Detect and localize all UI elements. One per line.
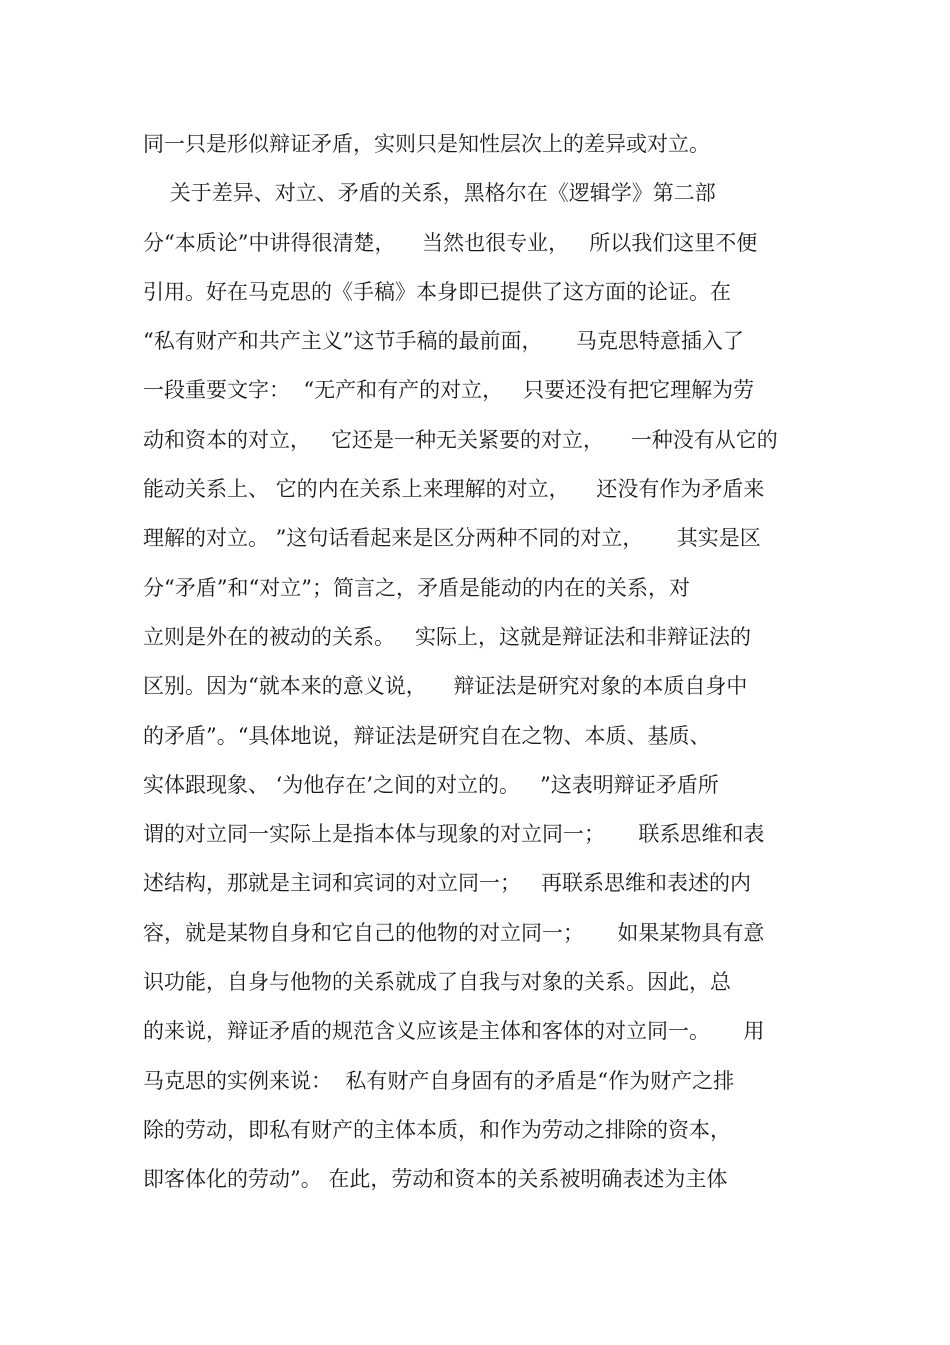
text-line: 即客体化的劳动”。 在此，劳动和资本的关系被明确表述为主体 — [143, 1167, 728, 1192]
text-line: 立则是外在的被动的关系。 实际上，这就是辩证法和非辩证法的 — [143, 624, 752, 649]
text-line: 能动关系上、 它的内在关系上来理解的对立， 还没有作为矛盾来 — [143, 477, 765, 502]
text-line: 实体跟现象、 ‘为他存在’之间的对立的。 ”这表明辩证矛盾所 — [143, 772, 719, 797]
text-line: “私有财产和共产主义”这节手稿的最前面， 马克思特意插入了 — [143, 329, 744, 354]
text-line: 的来说，辩证矛盾的规范含义应该是主体和客体的对立同一。 用 — [143, 1019, 765, 1044]
text-line: 容，就是某物自身和它自己的他物的对立同一； 如果某物具有意 — [143, 920, 765, 945]
text-line: 分“本质论”中讲得很清楚， 当然也很专业， 所以我们这里不便 — [143, 230, 758, 255]
text-line: 分“矛盾”和“对立”；简言之，矛盾是能动的内在的关系，对 — [143, 575, 690, 600]
text-line: 动和资本的对立， 它还是一种无关紧要的对立， 一种没有从它的 — [143, 427, 778, 452]
body-text — [143, 120, 823, 1205]
text-line: 一段重要文字： “无产和有产的对立， 只要还没有把它理解为劳 — [143, 378, 755, 403]
text-line: 识功能，自身与他物的关系就成了自我与对象的关系。因此，总 — [143, 970, 731, 995]
text-line: 述结构，那就是主词和宾词的对立同一； 再联系思维和表述的内 — [143, 871, 752, 896]
text-line: 理解的对立。 ”这句话看起来是区分两种不同的对立， 其实是区 — [143, 526, 761, 551]
text-line: 除的劳动，即私有财产的主体本质，和作为劳动之排除的资本， — [143, 1117, 731, 1142]
text-line: 关于差异、对立、矛盾的关系，黑格尔在《逻辑学》第二部 — [143, 181, 716, 206]
text-line: 区别。因为“就本来的意义说， 辩证法是研究对象的本质自身中 — [143, 674, 748, 699]
text-line: 的矛盾”。“具体地说，辩证法是研究自在之物、本质、基质、 — [143, 723, 711, 748]
text-line: 谓的对立同一实际上是指本体与现象的对立同一； 联系思维和表 — [143, 822, 765, 847]
text-line: 马克思的实例来说： 私有财产自身固有的矛盾是“作为财产之排 — [143, 1068, 735, 1093]
text-line: 引用。好在马克思的《手稿》本身即已提供了这方面的论证。在 — [143, 279, 731, 304]
text-line: 同一只是形似辩证矛盾，实则只是知性层次上的差异或对立。 — [143, 132, 710, 156]
